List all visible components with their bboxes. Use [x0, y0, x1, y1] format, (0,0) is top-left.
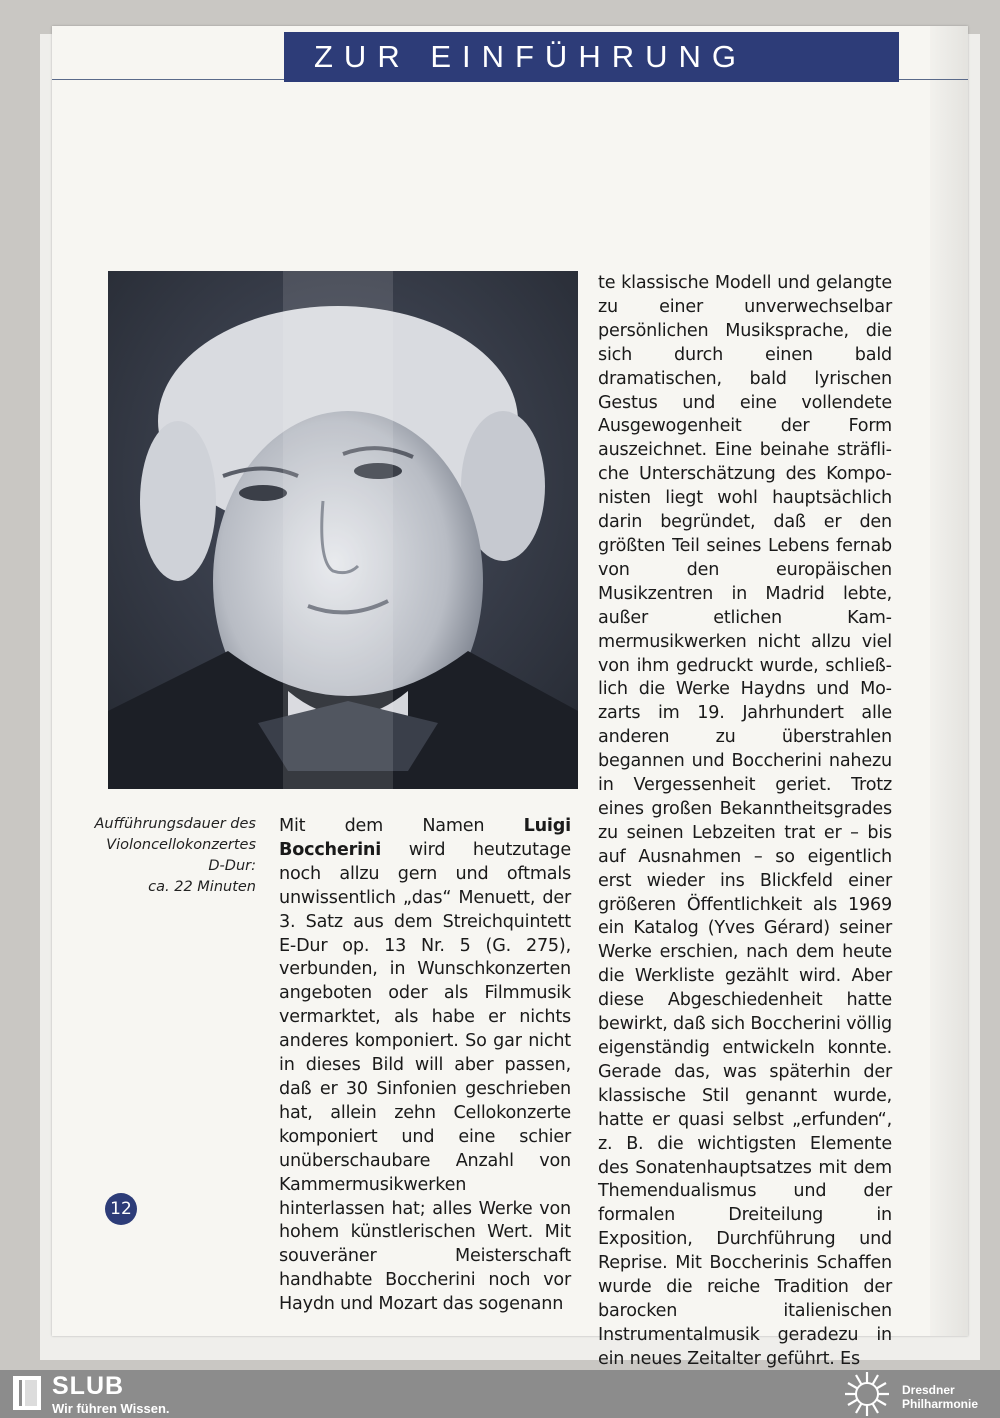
- page-number: 12: [105, 1193, 137, 1225]
- composer-name: Luigi Boccherini: [279, 816, 571, 860]
- library-tagline: Wir führen Wissen.: [52, 1401, 170, 1416]
- partner-name-line1: Dresdner: [902, 1383, 955, 1397]
- philharmonie-sun-icon: [840, 1370, 894, 1418]
- caption-line: D-Dur:: [208, 858, 256, 874]
- section-title: ZUR EINFÜHRUNG: [284, 32, 899, 82]
- partner-name: [902, 1383, 978, 1411]
- brochure-page: [52, 26, 968, 1369]
- caption-line: Violoncellokonzertes: [106, 837, 256, 853]
- performance-duration-caption: [72, 814, 256, 898]
- article-left-body: wird heutzutage noch allzu gern und oftmals unwissentlich „das“ Menuett, der 3. Satz aus dem Streichquintett E-Dur op. 13 Nr. 5 (G. 275), verbunden, in Wunschkonzerten angeboten oder als Filmmusik vermarktet, als habe er nichts anderes komponiert. So gar nicht in dieses Bild will aber passen, daß er 30 Sinfonien geschrieben hat, allein zehn Cellokonzerte komponiert und eine schier unüberschaubare Anzahl von Kammermusikwerken hinterlassen hat; alles Werke von hohem künstlerischen Wert. Mit souveräner Meisterschaft handhabte Boccherini noch vor Haydn und Mozart das sogenann: [279, 839, 571, 1315]
- article-intro: Mit dem Namen: [279, 816, 524, 836]
- article-column-left: [279, 815, 571, 1317]
- slub-book-icon: [13, 1376, 41, 1410]
- caption-line: ca. 22 Minuten: [148, 879, 256, 895]
- caption-line: Aufführungsdauer des: [94, 816, 256, 832]
- article-column-right: te klassische Modell und gelangte zu einer unverwechselbar persönlichen Musiksprache, die sich durch einen bald dramatischen, bald lyrischen Gestus und eine vollendete Ausgewogenheit der Form auszeichnet. Eine beinahe sträfliche Unterschätzung des Komponisten liegt wohl hauptsächlich darin begründet, daß er den größten Teil seines Lebens fernab von den europäischen Musikzentren in Madrid lebte, außer etlichen Kammermusikwerken nicht allzu viel von ihm gedruckt wurde, schließlich die Werke Haydns und Mozarts im 19. Jahrhundert alle anderen zu überstrahlen begannen und Boccherini nahezu in Vergessenheit geriet. Trotz eines großen Bekanntheitsgrades zu seinen Lebzeiten trat er – bis auf Ausnahmen – so eigentlich erst wieder ins Blickfeld einer größeren Öffentlichkeit als 1969 ein Katalog (Yves Gérard) seiner Werke erschien, nach dem heute die Werkliste gezählt wird. Aber diese Abgeschiedenheit hatte bewirkt, daß sich Boccherini völlig eigenständig entwickeln konnte. Gerade das, was späterhin der klassische Stil genannt wurde, hatte er quasi selbst „erfunden“, z. B. die wichtigsten Elemente des Sonatenhauptsatzes mit dem Themendualismus und der formalen Dreiteilung in Exposition, Durchführung und Reprise. Mit Boccherinis Schaffen wurde die reiche Tradition der barocken italienischen Instrumentalmusik geradezu in ein neues Zeitalter geführt. Es: [598, 273, 892, 1369]
- partner-name-line2: Philharmonie: [902, 1397, 979, 1411]
- library-name: SLUB: [52, 1372, 125, 1400]
- page-spine: [930, 26, 968, 1336]
- portrait-image: [108, 271, 578, 789]
